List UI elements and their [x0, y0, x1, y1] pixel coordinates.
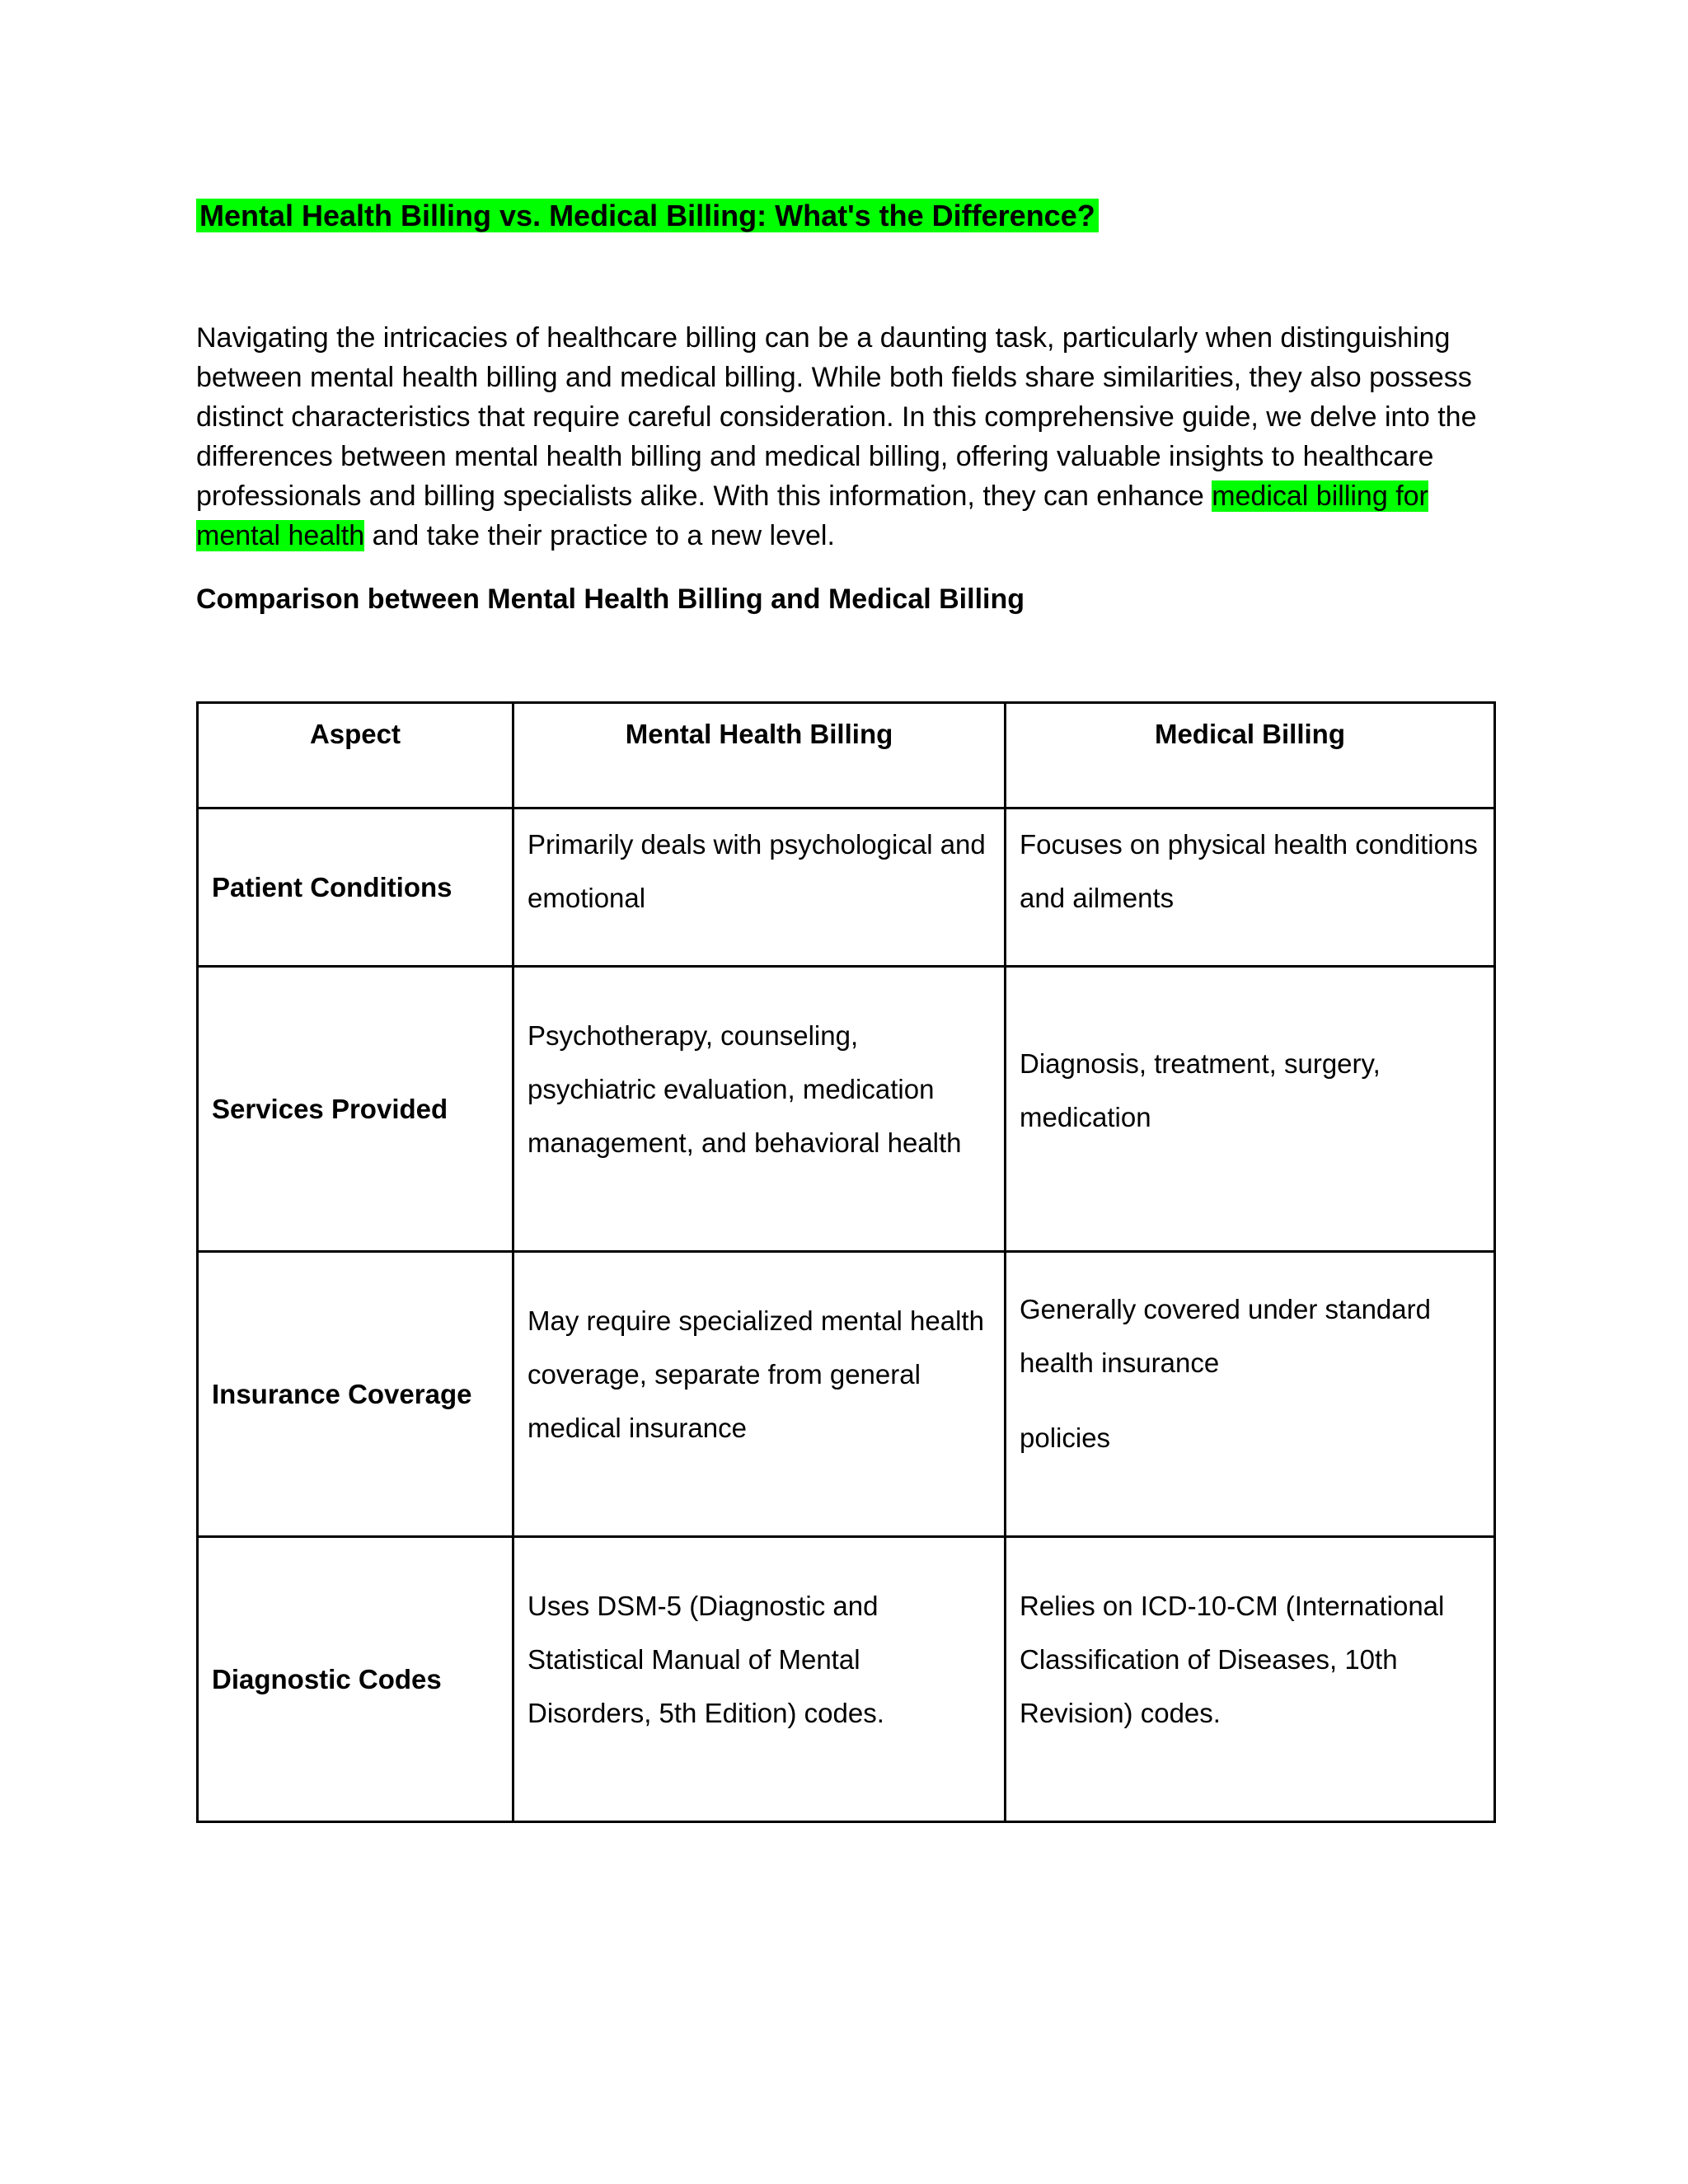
intro-text: Navigating the intricacies of healthcare billing can be a daunting task, particularly when distinguishing between mental health billing and medical billing. While both fields share similarities, they also possess distinct characteristics that require careful consideration. In this comprehensive guide, we delve into the differences between mental health billing and medical billing, offering valuable insights to healthcare professionals and billing specialists alike. With this information, they can enhance: [196, 322, 1477, 512]
intro-paragraph: [196, 318, 1490, 555]
document-title: [196, 194, 1099, 237]
header-medical-billing: Medical Billing: [1006, 703, 1495, 808]
medical-cell-text: Generally covered under standard health insurance: [1020, 1294, 1431, 1378]
medical-cell: Diagnosis, treatment, surgery, medication: [1006, 967, 1495, 1252]
mental-health-cell: Uses DSM-5 (Diagnostic and Statistical Manual of Mental Disorders, 5th Edition) codes.: [513, 1537, 1006, 1822]
table-row: [198, 967, 1495, 1252]
mental-health-cell: Primarily deals with psychological and emotional: [513, 808, 1006, 967]
medical-cell: [1006, 1252, 1495, 1537]
aspect-cell: Insurance Coverage: [198, 1252, 513, 1537]
table-row: [198, 808, 1495, 967]
table-row: [198, 1252, 1495, 1537]
medical-cell: Focuses on physical health conditions and ailments: [1006, 808, 1495, 967]
table-header-row: [198, 703, 1495, 808]
comparison-heading: Comparison between Mental Health Billing and Medical Billing: [196, 583, 1025, 615]
aspect-cell: Patient Conditions: [198, 808, 513, 967]
mental-health-cell: Psychotherapy, counseling, psychiatric evaluation, medication management, and behavioral health: [513, 967, 1006, 1252]
comparison-table: [196, 701, 1496, 1823]
aspect-cell: Diagnostic Codes: [198, 1537, 513, 1822]
medical-cell-text-extra: policies: [1020, 1422, 1111, 1453]
header-mental-health-billing: Mental Health Billing: [513, 703, 1006, 808]
title-highlight: Mental Health Billing vs. Medical Billing: What's the Difference?: [196, 199, 1099, 232]
aspect-cell: Services Provided: [198, 967, 513, 1252]
table-row: [198, 1537, 1495, 1822]
intro-text-end: and take their practice to a new level.: [364, 520, 835, 551]
mental-health-cell: May require specialized mental health coverage, separate from general medical insurance: [513, 1252, 1006, 1537]
medical-cell: Relies on ICD-10-CM (International Classification of Diseases, 10th Revision) codes.: [1006, 1537, 1495, 1822]
header-aspect: Aspect: [198, 703, 513, 808]
intro-highlighted-link[interactable]: medical billing for mental health: [196, 480, 1428, 551]
